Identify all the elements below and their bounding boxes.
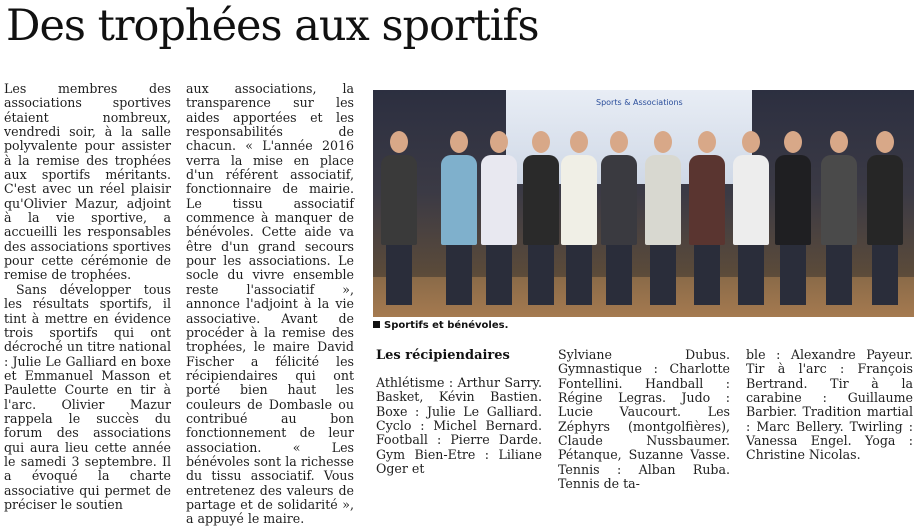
caption-square-icon <box>373 321 380 328</box>
recipients-column-1 <box>376 376 542 476</box>
recipients-title: Les récipiendaires <box>376 348 510 363</box>
paragraph: aux associations, la transparence sur les aides apportées et les responsabilités de chacun. « L'année 2016 verra la mise en place d'un référent associatif, fonctionnaire de mairie. Le tissu associatif commence à manquer de bénévoles. Cette aide va être d'un grand secours pour les associations. Le socle du vivre ensemble reste l'associatif », annonce l'adjoint à la vie associative. Avant de procéder à la remise des trophées, le maire David Fischer a félicité les récipiendaires qui ont porté bien haut les couleurs de Dombasle ou contribué au bon fonctionnement de leur association. « Les bénévoles sont la richesse du tissu associatif. Vous entretenez des valeurs de partage et de solidarité », a appuyé le maire. <box>186 81 354 527</box>
recipients-column-2 <box>558 348 730 491</box>
photo-caption <box>373 320 508 331</box>
screen-logo-text: Sports & Associations <box>596 98 683 107</box>
person-figure <box>381 131 417 305</box>
recipients-text: ble : Alexandre Payeur. Tir à l'arc : François Bertrand. Tir à la carabine : Guillaume Barbier. Tradition martial : Marc Bellery. Twirling : Vanessa Engel. Yoga : Christine Nicolas. <box>746 347 913 463</box>
person-figure <box>645 131 681 305</box>
person-figure <box>601 131 637 305</box>
article-column-2 <box>186 82 354 527</box>
headline: Des trophées aux sportifs <box>6 1 539 51</box>
person-figure <box>561 131 597 305</box>
person-figure <box>867 131 903 305</box>
person-figure <box>523 131 559 305</box>
caption-text: Sportifs et bénévoles. <box>384 320 509 331</box>
article-column-1 <box>4 82 171 512</box>
person-figure <box>775 131 811 305</box>
person-figure <box>441 131 477 305</box>
recipients-text: Sylviane Dubus. Gymnastique : Charlotte Fontellini. Handball : Régine Legras. Judo : Lucie Vaucourt. Les Zéphyrs (montgolfières), Claude Nussbaumer. Pétanque, Suzanne Vasse. Tennis : Alban Ruba. Tennis de ta- <box>558 347 730 492</box>
person-figure <box>689 131 725 305</box>
person-figure <box>821 131 857 305</box>
group-photo <box>373 90 914 317</box>
person-figure <box>733 131 769 305</box>
recipients-column-3 <box>746 348 913 463</box>
paragraph: Les membres des associations sportives étaient nombreux, vendredi soir, à la salle polyvalente pour assister à la remise des trophées aux sportifs méritants. C'est avec un réel plaisir qu'Olivier Mazur, adjoint à la vie sportive, a accueilli les responsables des associations sportives pour cette cérémonie de remise de trophées. <box>4 81 171 283</box>
person-figure <box>481 131 517 305</box>
paragraph: Sans développer tous les résultats sportifs, il tint à mettre en évidence trois sportifs qui ont décroché un titre national : Julie Le Galliard en boxe et Emmanuel Masson et Paulette Courte en tir à l'arc. Olivier Mazur rappela le succès du forum des associations qui aura lieu cette année le samedi 3 septembre. Il a évoqué la charte associative qui permet de préciser le soutien <box>4 281 171 512</box>
recipients-text: Athlétisme : Arthur Sarry. Basket, Kévin Bastien. Boxe : Julie Le Galliard. Cyclo : Michel Bernard. Football : Pierre Darde. Gym Bien-Etre : Liliane Oger et <box>376 375 542 477</box>
